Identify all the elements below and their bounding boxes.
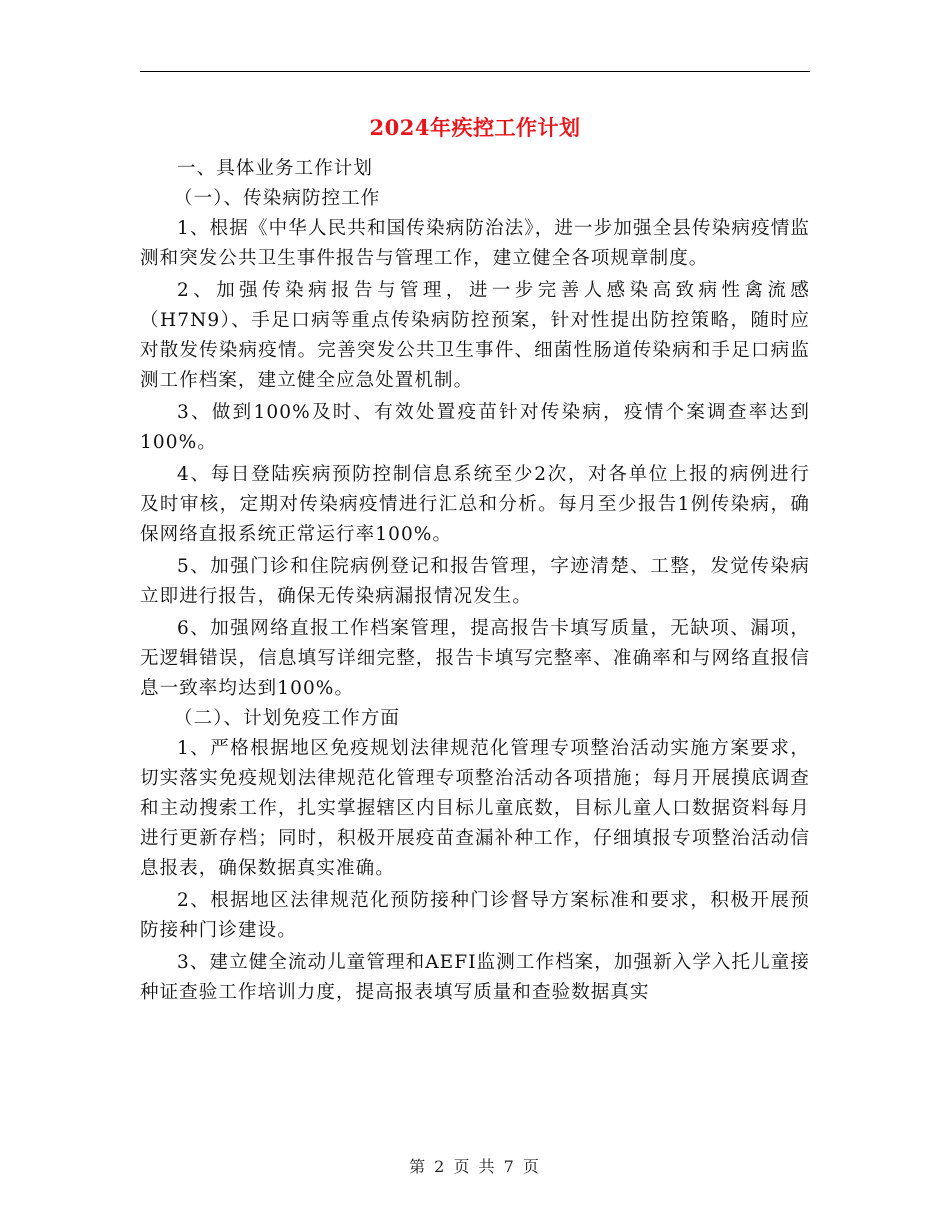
paragraph: 1、严格根据地区免疫规划法律规范化管理专项整治活动实施方案要求，切实落实免疫规划法律规范化管理专项整治活动各项措施；每月开展摸底调查和主动搜索工作，扎实掌握辖区内目标儿童底数，目标儿童人口数据资料每月进行更新存档；同时，积极开展疫苗查漏补种工作，仔细填报专项整治活动信息报表，确保数据真实准确。	[140, 738, 810, 879]
subsection-heading: （二）、计划免疫工作方面	[174, 708, 400, 729]
header-rule	[140, 71, 810, 72]
section-heading: 一、具体业务工作计划	[177, 158, 374, 179]
page-indicator: 第 2 页 共 7 页	[409, 1157, 541, 1176]
paragraph: 5、加强门诊和住院病例登记和报告管理，字迹清楚、工整，发觉传染病立即进行报告，确保无传染病漏报情况发生。	[140, 556, 810, 607]
paragraph: 2、加强传染病报告与管理，进一步完善人感染高致病性禽流感（H7N9）、手足口病等重点传染病防控预案，针对性提出防控策略，随时应对散发传染病疫情。完善突发公共卫生事件、细菌性肠道传染病和手足口病监测工作档案，建立健全应急处置机制。	[140, 280, 810, 391]
paragraph: 3、建立健全流动儿童管理和AEFI监测工作档案，加强新入学入托儿童接种证查验工作培训力度，提高报表填写质量和查验数据真实	[140, 952, 810, 1003]
paragraph: 4、每日登陆疾病预防控制信息系统至少2次，对各单位上报的病例进行及时审核，定期对传染病疫情进行汇总和分析。每月至少报告1例传染病，确保网络直报系统正常运行率100%。	[140, 464, 810, 545]
paragraph: 1、根据《中华人民共和国传染病防治法》，进一步加强全县传染病疫情监测和突发公共卫生事件报告与管理工作，建立健全各项规章制度。	[140, 218, 810, 269]
paragraph: 3、做到100%及时、有效处置疫苗针对传染病，疫情个案调查率达到100%。	[140, 402, 810, 453]
paragraph: 6、加强网络直报工作档案管理，提高报告卡填写质量，无缺项、漏项，无逻辑错误，信息填写详细完整，报告卡填写完整率、准确率和与网络直报信息一致率均达到100%。	[140, 618, 810, 699]
paragraph: 2、根据地区法律规范化预防接种门诊督导方案标准和要求，积极开展预防接种门诊建设。	[140, 890, 810, 941]
document-body	[140, 154, 810, 1008]
subsection-heading: （一）、传染病防控工作	[174, 188, 381, 209]
document-title: 2024年疾控工作计划	[369, 115, 581, 140]
